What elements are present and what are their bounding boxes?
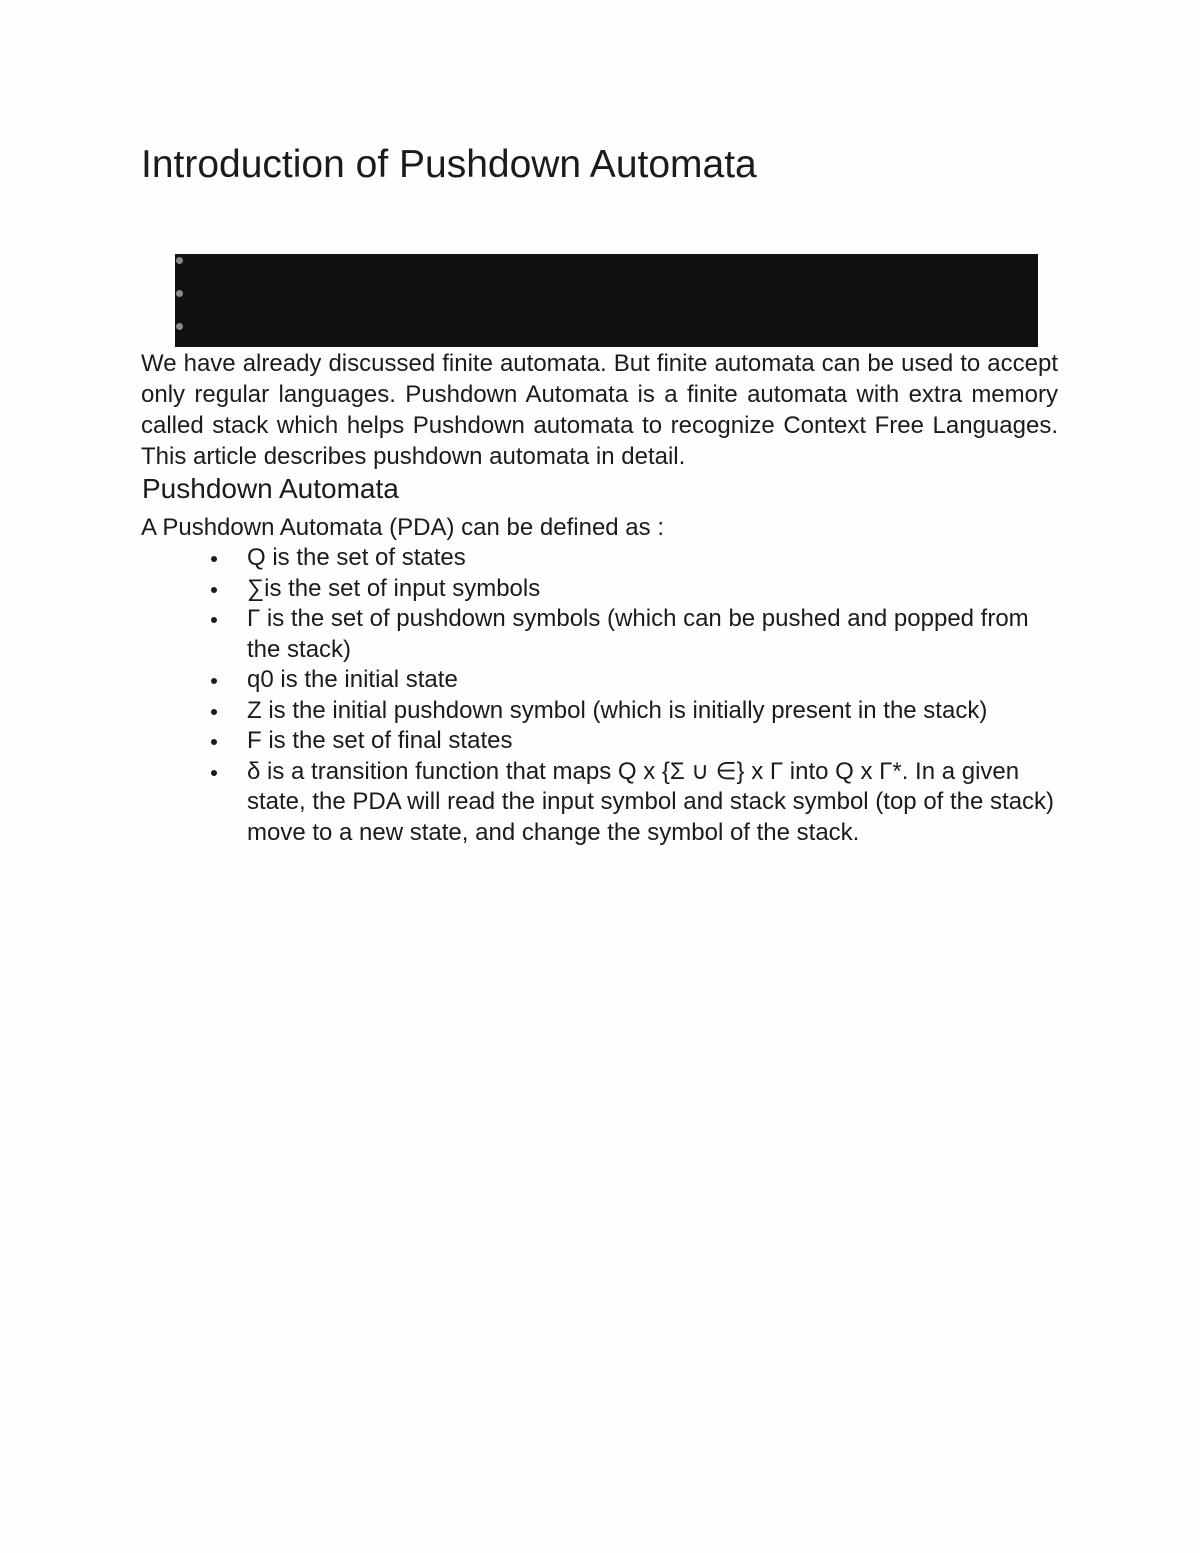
list-item: [247, 543, 1067, 574]
list-item-text: ∑is the set of input symbols: [247, 574, 541, 602]
list-item: [247, 726, 1067, 757]
list-item-text: Γ is the set of pushdown symbols (which can be pushed and popped from the stack): [247, 605, 1029, 663]
dark-banner: [175, 254, 1038, 347]
intro-paragraph: We have already discussed finite automata. But finite automata can be used to accept only regular languages. Pushdown Automata is a finite automata with extra memory called stack which helps Pushdown automata to recognize Context Free Languages. This article describes pushdown automata in detail.: [141, 350, 1058, 470]
bullet-icon: [211, 678, 217, 684]
list-item-text: δ is a transition function that maps Q x {Σ ∪ ∈} x Γ into Q x Γ*. In a given state, the PDA will read the input symbol and stack symbol (top of the stack) move to a new state, and change the symbol of the stack.: [247, 757, 1055, 846]
list-item-text: Z is the initial pushdown symbol (which is initially present in the stack): [247, 696, 988, 724]
bullet-icon: [211, 556, 217, 562]
list-item: [247, 665, 1067, 696]
bullet-icon: [211, 617, 217, 623]
definition-lead: A Pushdown Automata (PDA) can be defined as :: [141, 514, 664, 541]
list-item: [247, 604, 1067, 665]
list-item-text: Q is the set of states: [247, 544, 466, 571]
bullet-icon: [211, 770, 217, 776]
section-heading: Pushdown Automata: [142, 473, 399, 504]
banner-bullet-icon: [176, 323, 183, 330]
list-item: [247, 574, 1067, 605]
list-item-text: q0 is the initial state: [247, 666, 458, 693]
definition-list: [247, 543, 1067, 848]
bullet-icon: [211, 739, 217, 745]
bullet-icon: [211, 587, 217, 593]
banner-bullet-icon: [176, 290, 183, 297]
banner-bullet-icon: [176, 257, 183, 264]
list-item: [247, 757, 1067, 849]
page-title: Introduction of Pushdown Automata: [141, 143, 757, 186]
bullet-icon: [211, 709, 217, 715]
list-item: [247, 696, 1067, 727]
list-item-text: F is the set of final states: [247, 727, 513, 754]
